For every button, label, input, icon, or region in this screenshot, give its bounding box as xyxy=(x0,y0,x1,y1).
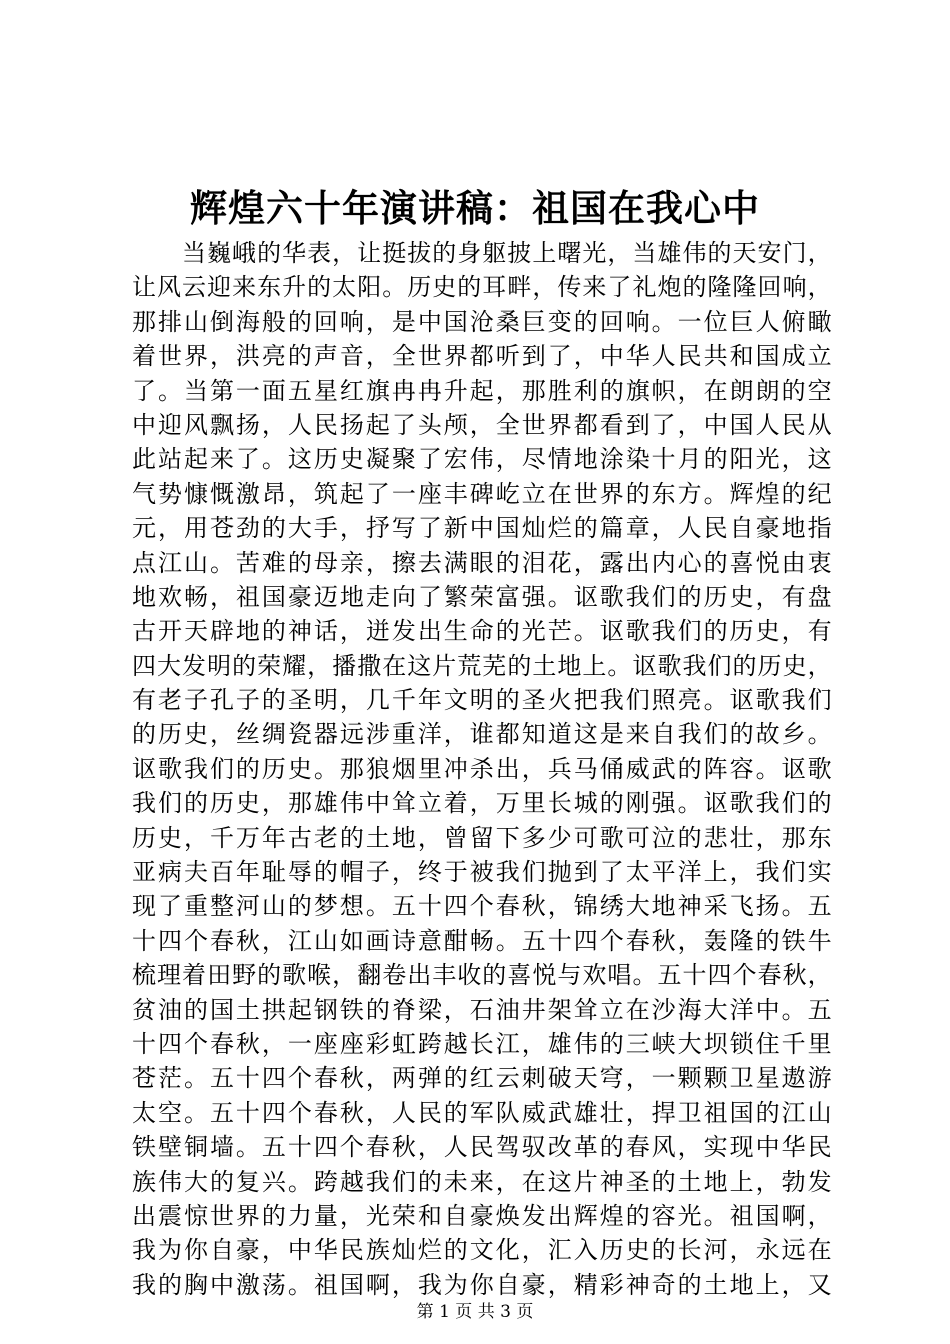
body-line: 当巍峨的华表，让挺拔的身躯披上曙光，当雄伟的天安门， xyxy=(182,239,832,267)
body-line: 铁壁铜墙。五十四个春秋，人民驾驭改革的春风，实现中华民 xyxy=(132,1133,832,1162)
body-line: 古开天辟地的神话，迸发出生命的光芒。讴歌我们的历史，有 xyxy=(132,617,832,646)
body-line: 元，用苍劲的大手，抒写了新中国灿烂的篇章，人民自豪地指 xyxy=(132,514,832,543)
body-line: 我为你自豪，中华民族灿烂的文化，汇入历史的长河，永远在 xyxy=(132,1236,832,1265)
body-line: 现了重整河山的梦想。五十四个春秋，锦绣大地神采飞扬。五 xyxy=(132,892,832,921)
body-line: 十四个春秋，江山如画诗意酣畅。五十四个春秋，轰隆的铁牛 xyxy=(132,926,832,955)
body-line: 太空。五十四个春秋，人民的军队威武雄壮，捍卫祖国的江山 xyxy=(132,1098,832,1127)
body-line: 此站起来了。这历史凝聚了宏伟，尽情地涂染十月的阳光，这 xyxy=(132,445,832,474)
body-line: 的历史，丝绸瓷器远涉重洋，谁都知道这是来自我们的故乡。 xyxy=(132,720,832,749)
body-line: 我们的历史，那雄伟中耸立着，万里长城的刚强。讴歌我们的 xyxy=(132,789,832,818)
body-line: 了。当第一面五星红旗冉冉升起，那胜利的旗帜，在朗朗的空 xyxy=(132,376,832,405)
body-line: 十四个春秋，一座座彩虹跨越长江，雄伟的三峡大坝锁住千里 xyxy=(132,1029,832,1058)
body-line: 有老子孔子的圣明，几千年文明的圣火把我们照亮。讴歌我们 xyxy=(132,686,832,715)
body-line: 亚病夫百年耻辱的帽子，终于被我们抛到了太平洋上，我们实 xyxy=(132,858,832,887)
body-line: 族伟大的复兴。跨越我们的未来，在这片神圣的土地上，勃发 xyxy=(132,1167,832,1196)
document-title: 辉煌六十年演讲稿：祖国在我心中 xyxy=(190,186,760,230)
body-line: 那排山倒海般的回响，是中国沧桑巨变的回响。一位巨人俯瞰 xyxy=(132,307,832,336)
body-line: 我的胸中激荡。祖国啊，我为你自豪，精彩神奇的土地上，又 xyxy=(132,1270,832,1299)
body-line: 地欢畅，祖国豪迈地走向了繁荣富强。讴歌我们的历史，有盘 xyxy=(132,582,832,611)
body-line: 历史，千万年古老的土地，曾留下多少可歌可泣的悲壮，那东 xyxy=(132,823,832,852)
body-line: 讴歌我们的历史。那狼烟里冲杀出，兵马俑威武的阵容。讴歌 xyxy=(132,754,832,783)
body-paragraph xyxy=(132,236,832,1302)
body-line: 中迎风飘扬，人民扬起了头颅，全世界都看到了，中国人民从 xyxy=(132,410,832,439)
page-footer: 第 1 页 共 3 页 xyxy=(416,1302,534,1322)
body-line: 苍茫。五十四个春秋，两弹的红云刺破天穹，一颗颗卫星遨游 xyxy=(132,1064,832,1093)
body-line: 贫油的国土拱起钢铁的脊梁，石油井架耸立在沙海大洋中。五 xyxy=(132,995,832,1024)
body-line: 让风云迎来东升的太阳。历史的耳畔，传来了礼炮的隆隆回响， xyxy=(132,273,832,302)
body-line: 点江山。苦难的母亲，擦去满眼的泪花，露出内心的喜悦由衷 xyxy=(132,548,832,577)
body-line: 着世界，洪亮的声音，全世界都听到了，中华人民共和国成立 xyxy=(132,342,832,371)
body-line: 出震惊世界的力量，光荣和自豪焕发出辉煌的容光。祖国啊， xyxy=(132,1201,832,1230)
body-line: 梳理着田野的歌喉，翻卷出丰收的喜悦与欢唱。五十四个春秋， xyxy=(132,961,832,990)
body-line: 四大发明的荣耀，播撒在这片荒芜的土地上。讴歌我们的历史， xyxy=(132,651,832,680)
body-line: 气势慷慨激昂，筑起了一座丰碑屹立在世界的东方。辉煌的纪 xyxy=(132,479,832,508)
